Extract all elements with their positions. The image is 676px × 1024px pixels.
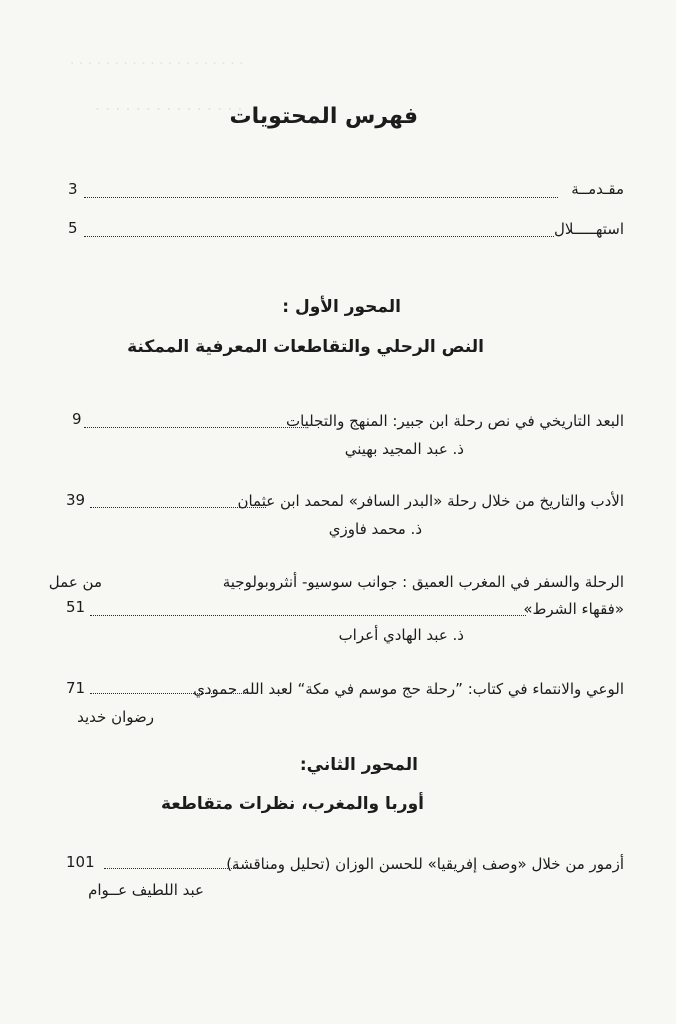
bleed-through-text: . . . . . . . . . . . . . . . . . . . . — [70, 52, 244, 68]
toc-entry-page: 71 — [66, 679, 86, 697]
toc-entry-page: 101 — [66, 853, 95, 871]
dotted-leader — [104, 868, 238, 869]
toc-entry-title: مقـدمــة — [571, 180, 624, 198]
page-title: فهرس المحتويات — [229, 104, 418, 129]
dotted-leader — [84, 197, 558, 198]
toc-entry-title: الوعي والانتماء في كتاب: ”رحلة حج موسم في مكة“ لعبد الله حمودي — [193, 680, 624, 698]
dotted-leader — [90, 693, 252, 694]
section-subtitle: النص الرحلي والتقاطعات المعرفية الممكنة — [127, 337, 484, 357]
toc-entry-author: ذ. عبد الهادي أعراب — [338, 626, 464, 644]
dotted-leader — [84, 427, 304, 428]
toc-entry-page: 5 — [68, 219, 78, 237]
section-heading: المحور الأول : — [282, 297, 401, 317]
toc-entry-title-line2: «فقهاء الشرط» — [523, 600, 624, 618]
dotted-leader — [90, 507, 266, 508]
toc-entry-title: الرحلة والسفر في المغرب العميق : جوانب سوسيو- أنثروبولوجية — [222, 573, 624, 591]
toc-entry-title: الأدب والتاريخ من خلال رحلة «البدر السافر» لمحمد ابن عثمان — [237, 492, 624, 510]
section-heading: المحور الثاني: — [299, 755, 418, 775]
toc-entry-author: ذ. محمد فاوزي — [328, 520, 422, 538]
toc-entry-page: 9 — [72, 410, 82, 428]
dotted-leader — [90, 615, 526, 616]
toc-entry-title: استهـــــلال — [554, 220, 624, 238]
toc-entry-title-cont: من عمل — [48, 573, 102, 591]
toc-entry-author: رضوان خديد — [77, 708, 154, 726]
toc-entry-title: أزمور من خلال «وصف إفريقيا» للحسن الوزان (تحليل ومناقشة) — [226, 855, 624, 873]
toc-entry-author: عبد اللطيف عــوام — [88, 881, 204, 899]
toc-entry-title: البعد التاريخي في نص رحلة ابن جبير: المنهج والتجليات — [285, 412, 624, 430]
toc-entry-page: 3 — [68, 180, 78, 198]
toc-entry-page: 51 — [66, 598, 86, 616]
toc-entry-author: ذ. عبد المجيد بهيني — [344, 440, 464, 458]
bleed-through-text: . . . . . . . . . . . . . . . — [95, 95, 243, 114]
toc-entry-page: 39 — [66, 491, 86, 509]
dotted-leader — [84, 236, 554, 237]
section-subtitle: أوربا والمغرب، نظرات متقاطعة — [160, 794, 424, 814]
